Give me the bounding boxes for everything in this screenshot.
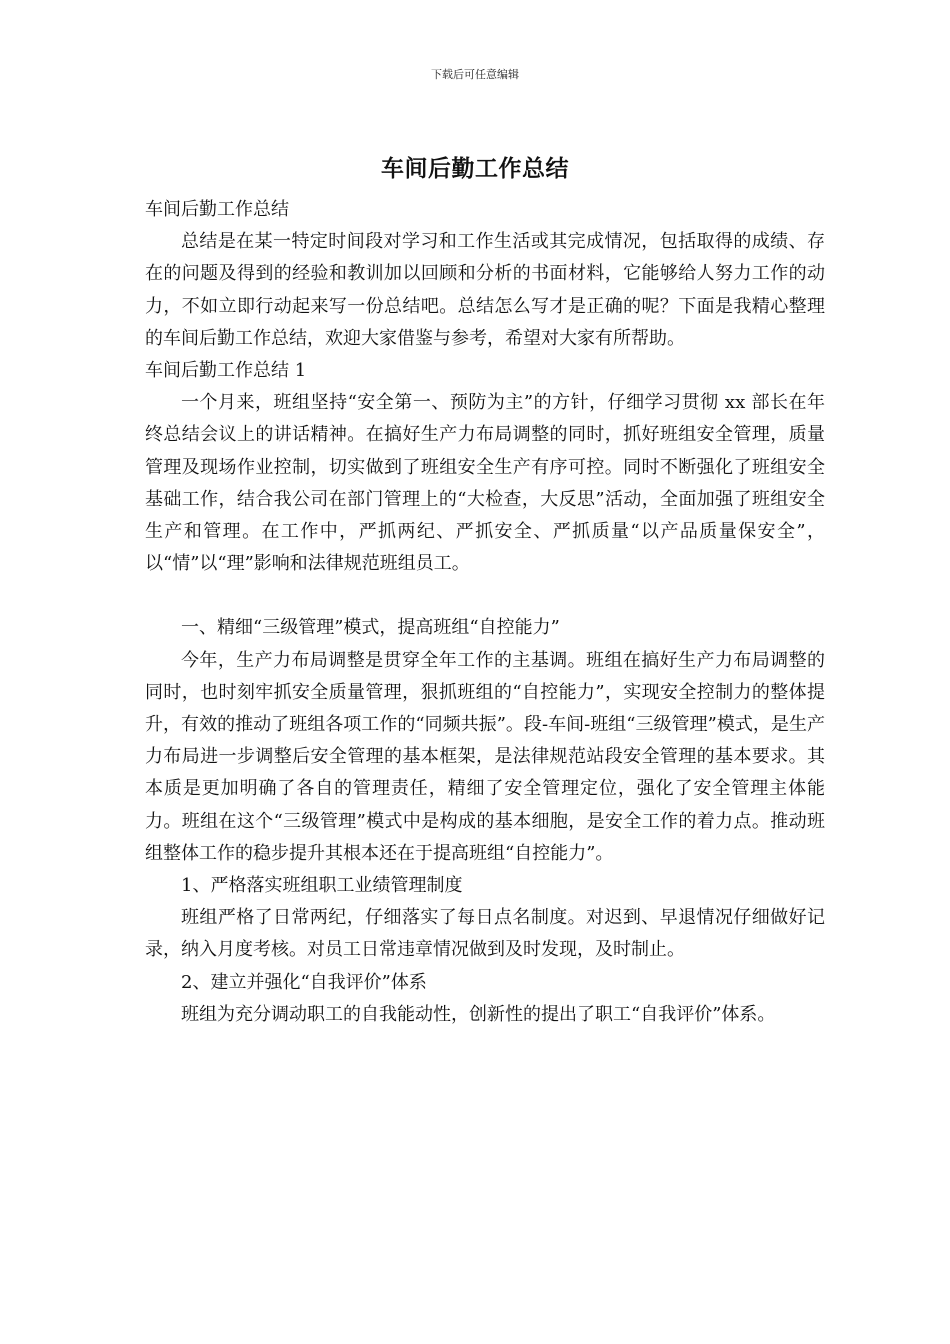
subheading-1: 一、精细“三级管理”模式，提高班组“自控能力” xyxy=(181,617,560,639)
document-body xyxy=(145,194,825,1031)
blank-line xyxy=(145,580,825,612)
header-note: 下载后可任意编辑 xyxy=(431,68,519,81)
section-heading-1: 车间后勤工作总结 1 xyxy=(145,360,307,382)
item-heading-1: 1、严格落实班组职工业绩管理制度 xyxy=(181,875,463,897)
body-paragraph-3: 班组严格了日常两纪，仔细落实了每日点名制度。对迟到、早退情况仔细做好记录，纳入月度考核。对员工日常违章情况做到及时发现，及时制止。 xyxy=(145,907,825,961)
body-paragraph-1: 一个月来，班组坚持“安全第一、预防为主”的方针，仔细学习贯彻 xx 部长在年终总结会议上的讲话精神。在搞好生产力布局调整的同时，抓好班组安全管理，质量管理及现场作业控制，切实做到了班组安全生产有序可控。同时不断强化了班组安全基础工作，结合我公司在部门管理上的“大检查，大反思”活动，全面加强了班组安全生产和管理。在工作中，严抓两纪、严抓安全、严抓质量“以产品质量保安全”，以“情”以“理”影响和法律规范班组员工。 xyxy=(145,392,825,575)
body-paragraph-2: 今年，生产力布局调整是贯穿全年工作的主基调。班组在搞好生产力布局调整的同时，也时刻牢抓安全质量管理，狠抓班组的“自控能力”，实现安全控制力的整体提升，有效的推动了班组各项工作的“同频共振”。段-车间-班组“三级管理”模式，是生产力布局进一步调整后安全管理的基本框架，是法律规范站段安全管理的基本要求。其本质是更加明确了各自的管理责任，精细了安全管理定位，强化了安全管理主体能力。班组在这个“三级管理”模式中是构成的基本细胞，是安全工作的着力点。推动班组整体工作的稳步提升其根本还在于提高班组“自控能力”。 xyxy=(145,649,825,864)
document-title: 车间后勤工作总结 xyxy=(381,155,569,182)
subtitle-line: 车间后勤工作总结 xyxy=(145,199,289,220)
item-heading-2: 2、建立并强化“自我评价”体系 xyxy=(181,971,427,993)
body-paragraph-4: 班组为充分调动职工的自我能动性，创新性的提出了职工“自我评价”体系。 xyxy=(181,1003,776,1025)
intro-paragraph: 总结是在某一特定时间段对学习和工作生活或其完成情况，包括取得的成绩、存在的问题及得到的经验和教训加以回顾和分析的书面材料，它能够给人努力工作的动力，不如立即行动起来写一份总结吧。总结怎么写才是正确的呢？下面是我精心整理的车间后勤工作总结，欢迎大家借鉴与参考，希望对大家有所帮助。 xyxy=(145,231,825,349)
